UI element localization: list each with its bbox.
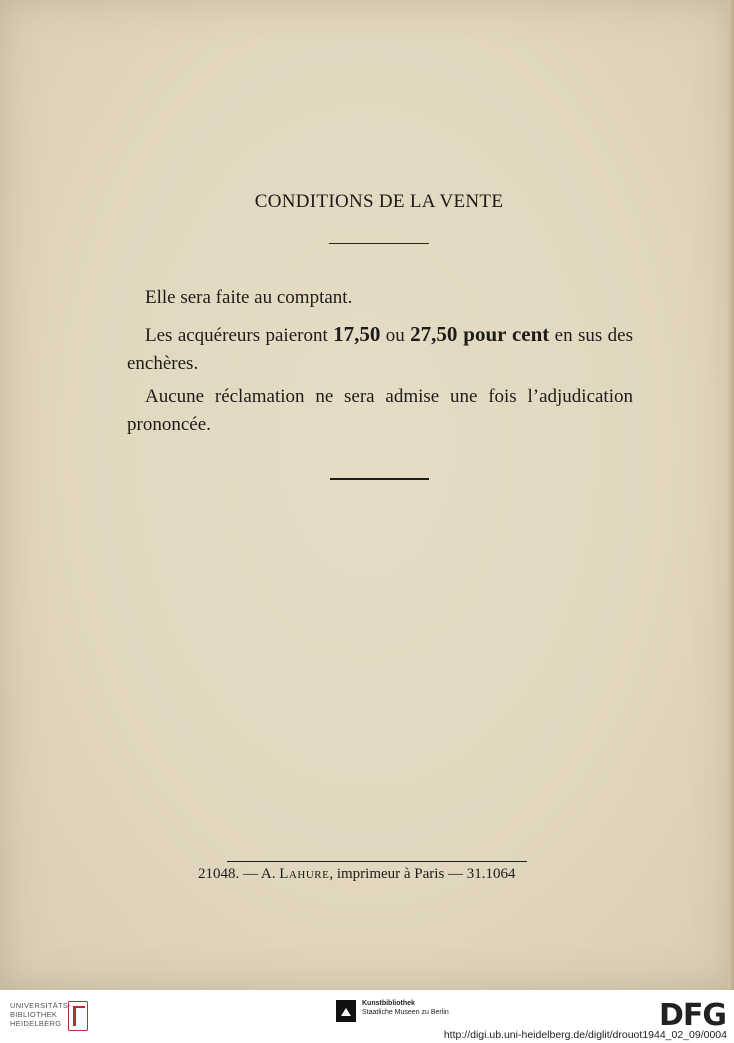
paragraph-payment xyxy=(127,284,633,312)
university-line-2: BIBLIOTHEK xyxy=(10,1010,58,1019)
fees-text-before: Les acquéreurs paieront xyxy=(145,325,334,346)
paragraph-payment-text: Elle sera faite au comptant. xyxy=(145,287,353,308)
kunstbibliothek-logo-icon[interactable] xyxy=(336,1000,356,1022)
university-line-3: HEIDELBERG xyxy=(10,1019,62,1028)
kunstbibliothek-subtitle: Staatliche Museen zu Berlin xyxy=(362,1009,449,1016)
page-title: CONDITIONS DE LA VENTE xyxy=(254,191,504,212)
dfg-logo[interactable]: DFG xyxy=(658,998,726,1033)
imprint-rule xyxy=(227,861,527,862)
imprint-number: 21048. — A. xyxy=(198,866,280,882)
fees-text-middle: ou xyxy=(380,325,411,346)
fees-bold-phrase: pour cent xyxy=(457,322,550,346)
paragraph-fees xyxy=(127,320,633,378)
kunstbibliothek-title: Kunstbibliothek xyxy=(362,1000,415,1007)
imprint-rest: , imprimeur à Paris — 31.1064 xyxy=(329,866,516,882)
permalink-url[interactable]: http://digi.ub.uni-heidelberg.de/diglit/drouot1944_02_09/0004 xyxy=(443,1029,727,1041)
section-rule xyxy=(330,478,429,480)
imprint-printer: Lahure xyxy=(279,866,330,882)
kunstbibliothek-label xyxy=(362,999,449,1017)
university-emblem-icon xyxy=(68,1001,88,1031)
fees-value-2: 27,50 xyxy=(410,322,458,346)
fees-value-1: 17,50 xyxy=(333,322,381,346)
title-rule xyxy=(329,243,429,244)
paragraph-claims xyxy=(127,383,633,439)
fees-text-after: en sus des enchères. xyxy=(127,325,633,374)
printer-imprint xyxy=(198,866,558,883)
university-line-1: UNIVERSITÄTS- xyxy=(10,1001,71,1010)
page-edge xyxy=(728,0,734,990)
paragraph-claims-text: Aucune réclamation ne sera admise une fois l’adjudication prononcée. xyxy=(127,386,633,435)
